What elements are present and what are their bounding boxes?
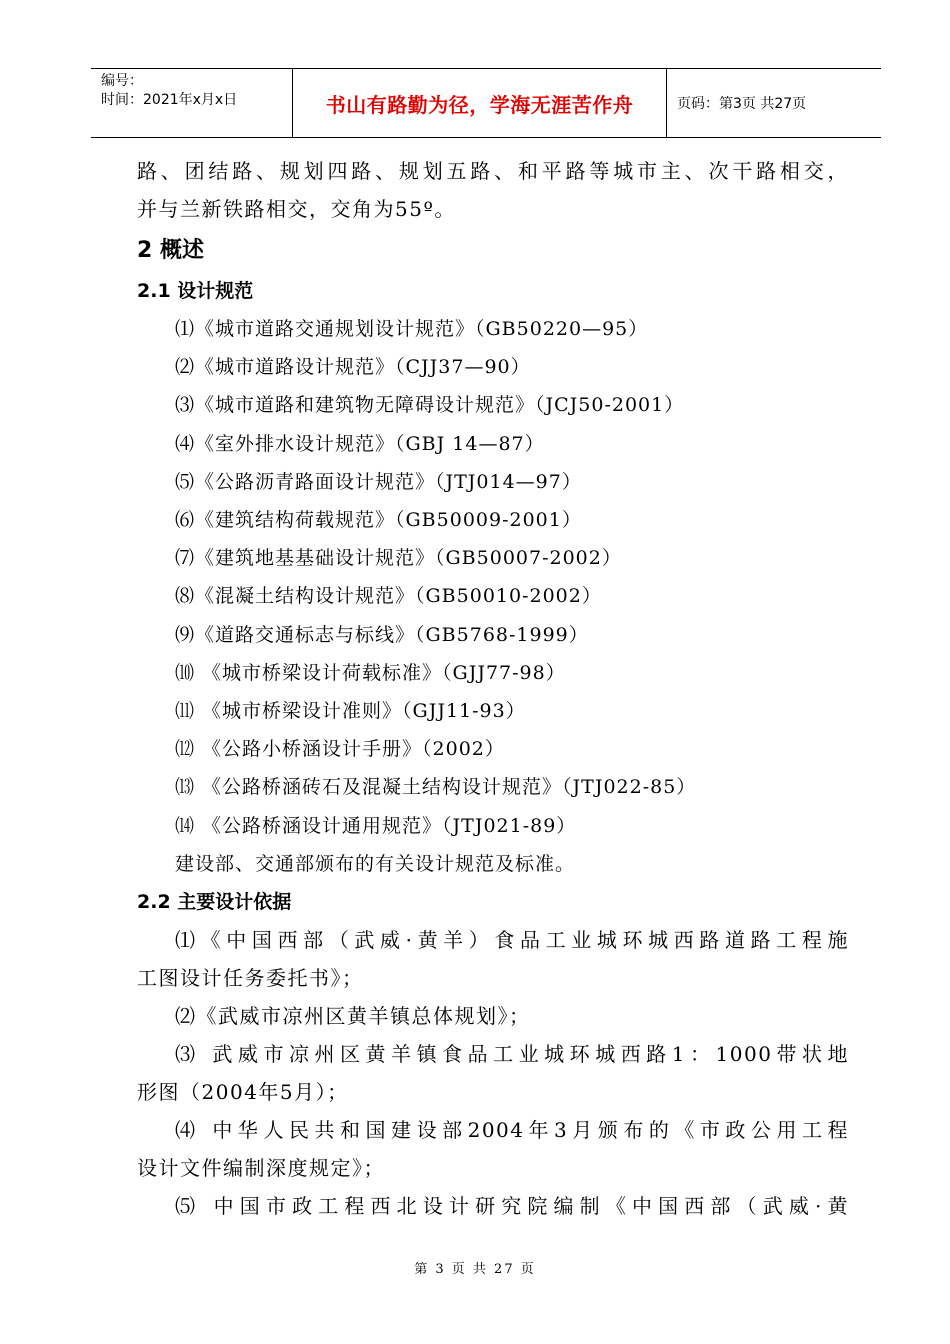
header-page-number: 页码：第3页 共27页 [677, 96, 807, 112]
header-motto: 书山有路勤为径，学海无涯苦作舟 [293, 69, 667, 137]
header-meta [91, 69, 293, 137]
section-heading-2-1: 2.1 设计规范 [137, 280, 254, 302]
document-time-label: 时间：2021年x月x日 [101, 92, 238, 108]
document-number-label: 编号： [101, 73, 143, 89]
list-item: ⑼《道路交通标志与标线》（GB5768-1999） [175, 623, 589, 646]
list-item: ⑴《城市道路交通规划设计规范》（GB50220—95） [175, 318, 649, 340]
basis-list [137, 921, 849, 1225]
page-header [91, 68, 881, 138]
list-item: ⑸《公路沥青路面设计规范》（JTJ014—97） [175, 470, 582, 493]
basis-item-line: ⑸ 中国市政工程西北设计研究院编制《中国西部（武威·黄 [175, 1194, 849, 1219]
basis-item-line: ⑷ 中华人民共和国建设部2004年3月颁布的《市政公用工程 [175, 1118, 849, 1143]
document-body [137, 152, 849, 1225]
basis-item-line: 设计文件编制深度规定》； [137, 1156, 385, 1181]
list-item: ⑶《城市道路和建筑物无障碍设计规范》（JCJ50-2001） [175, 394, 685, 417]
basis-item-line: ⑵《武威市凉州区黄羊镇总体规划》； [175, 1004, 531, 1029]
basis-item-line: ⑶ 武威市凉州区黄羊镇食品工业城环城西路1：1000带状地 [175, 1042, 849, 1067]
standards-list [137, 310, 849, 883]
list-item: ⑷《室外排水设计规范》（GBJ 14—87） [175, 432, 545, 455]
page-footer: 第 3 页 共 27 页 [414, 1262, 536, 1277]
basis-item-line: 形图（2004年5月）； [137, 1080, 349, 1105]
intro-paragraph-line: 并与兰新铁路相交，交角为55º。 [137, 197, 456, 221]
list-item: ⑹《建筑结构荷载规范》（GB50009-2001） [175, 509, 582, 532]
list-item: ⑾ 《城市桥梁设计准则》（GJJ11-93） [175, 700, 526, 723]
section-heading-2: 2 概述 [137, 238, 204, 263]
list-item: ⑿ 《公路小桥涵设计手册》（2002） [175, 738, 505, 761]
basis-item-line: 工图设计任务委托书》； [137, 966, 364, 991]
list-item: ⑵《城市道路设计规范》（CJJ37—90） [175, 356, 531, 379]
section-heading-2-2: 2.2 主要设计依据 [137, 891, 292, 914]
list-item: 建设部、交通部颁布的有关设计规范及标准。 [175, 852, 576, 875]
list-item: ⑻《混凝土结构设计规范》（GB50010-2002） [175, 585, 602, 608]
list-item: ⒀ 《公路桥涵砖石及混凝土结构设计规范》（JTJ022-85） [175, 776, 697, 799]
basis-item-line: ⑴《中国西部（武威·黄羊）食品工业城环城西路道路工程施 [175, 928, 849, 953]
list-item: ⑺《建筑地基基础设计规范》（GB50007-2002） [175, 547, 622, 570]
intro-paragraph-line: 路、团结路、规划四路、规划五路、和平路等城市主、次干路相交， [137, 159, 849, 183]
list-item: ⒁ 《公路桥涵设计通用规范》（JTJ021-89） [175, 814, 577, 837]
list-item: ⑽ 《城市桥梁设计荷载标准》（GJJ77-98） [175, 661, 566, 684]
